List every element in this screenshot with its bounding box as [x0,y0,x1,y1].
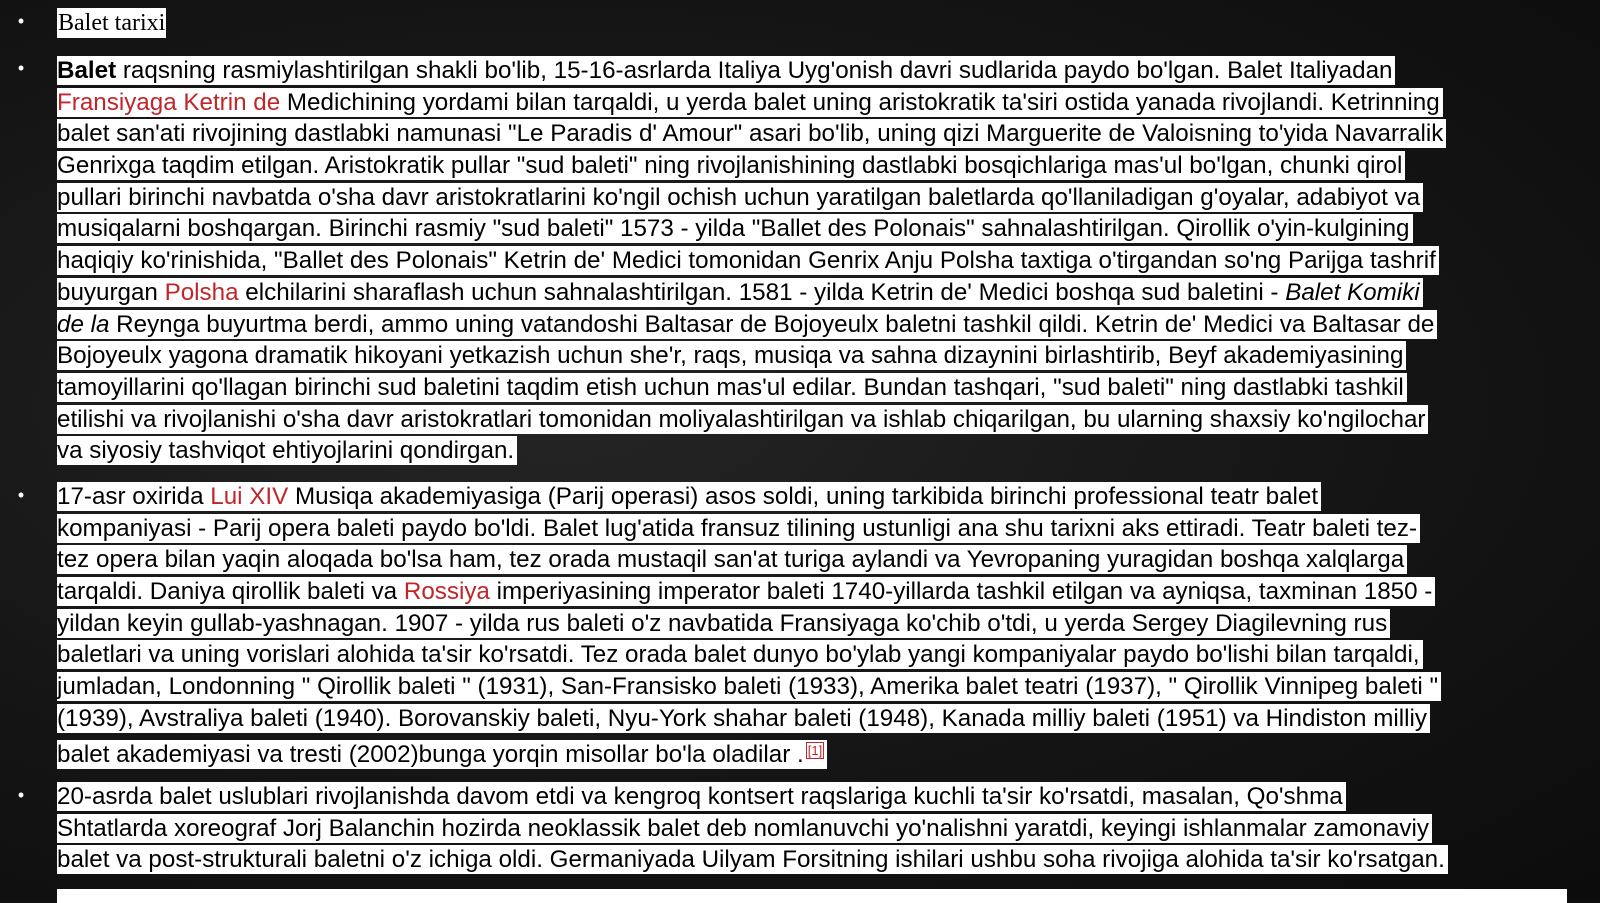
text-line [57,55,1597,87]
link-polsha[interactable]: Polsha [164,278,239,306]
slide-title: Balet tarixi [58,10,166,36]
text-line: Shtatlarda xoreograf Jorj Balanchin hozirda neoklassik balet deb nomlanuvchi yo'nalishni yaratdi, keyingi ishlanmalar zamonaviy [57,813,1597,845]
text-line: 20-asrda balet uslublari rivojlanishda davom etdi va kengroq kontsert raqslariga kuchli ta'sir ko'rsatdi, masalan, Qo'shma [57,781,1597,813]
link-lui-xiv[interactable]: Lui XIV [210,483,289,510]
text-line: balet va post-strukturali baletni o'z ichiga oldi. Germaniyada Uilyam Forsitning ishilari ushbu soha rivojiga alohida ta'sir ko'rsatgan. [57,844,1597,876]
text-line: tez opera bilan yaqin aloqada bo'lsa ham, tez orada mustaqil san'at turiga aylandi va Yevropaning yuragidan boshqa xalqlarga [57,544,1597,576]
text-span: buyurgan [57,278,165,306]
term-balet: Balet [57,57,117,84]
bullet-title: • [17,11,25,31]
text-line: pullari birinchi navbatda o'sha davr aristokratlarini ko'ngil ochish uchun yaratilgan baletlarda qo'llaniladigan g'oyalar, adabiyot va [57,182,1597,214]
italic-title: Balet Komiki [1285,278,1420,306]
text-line [57,481,1597,513]
bullet-paragraph-1: • [17,58,25,78]
text-span: balet akademiyasi va tresti (2002)bunga yorqin misollar bo'la oladilar . [57,740,804,768]
cutoff-paragraph-strip [57,889,1567,903]
text-line: jumladan, Londonning " Qirollik baleti " (1931), San-Fransisko baleti (1933), Amerika balet teatri (1937), " Qirollik Vinnipeg baleti " [57,671,1597,703]
paragraph-2 [57,481,1597,766]
text-line: kompaniyasi - Parij opera baleti paydo bo'ldi. Balet lug'atida fransuz tilining ustunligi ana shu tarixni aks ettiradi. Teatr baleti tez- [57,513,1597,545]
text-span: tarqaldi. Daniya qirollik baleti va [57,578,404,606]
text-span: Medichining yordami bilan tarqaldi, u yerda balet uning aristokratik ta'siri ostida yanada rivojlandi. Ketrinning [280,88,1440,116]
text-span: 17-asr oxirida [57,483,211,510]
text-line: haqiqiy ko'rinishida, "Ballet des Polonais" Ketrin de' Medici tomonidan Genrix Anju Polsha taxtiga o'tirgandan so'ng Parijga tashrif [57,245,1597,277]
text-line [57,277,1597,309]
text-line: yildan keyin gullab-yashnagan. 1907 - yilda rus baleti o'z navbatida Fransiyaga ko'chib o'tdi, u yerda Sergey Diagilevning rus [57,608,1597,640]
paragraph-1 [57,55,1597,467]
text-line [57,309,1597,341]
text-line [57,576,1597,608]
bullet-paragraph-2: • [17,485,25,505]
text-span: raqsning rasmiylashtirilgan shakli bo'lib, 15-16-asrlarda Italiya Uyg'onish davri sudlarida paydo bo'lgan. Balet Italiyadan [116,57,1393,84]
text-line: tamoyillarini qo'llagan birinchi sud baletini taqdim etish uchun mas'ul edilar. Bundan tashqari, "sud baleti" ning dastlabki tashkil [57,372,1597,404]
text-line: baletlari va uning vorislari alohida ta'sir ko'rsatdi. Tez orada balet dunyo bo'ylab yangi kompaniyalar paydo bo'lishi bilan tarqaldi, [57,639,1597,671]
text-line [57,735,1597,767]
italic-title: de la [57,310,110,338]
text-span: Reynga buyurtma berdi, ammo uning vatandoshi Baltasar de Bojoyeulx baletni tashkil qildi. Ketrin de' Medici va Baltasar de [109,310,1435,338]
text-span: imperiyasining imperator baleti 1740-yillarda tashkil etilgan va ayniqsa, taxminan 1850 - [489,578,1433,606]
text-line: (1939), Avstraliya baleti (1940). Borovanskiy baleti, Nyu-York shahar baleti (1948), Kanada milliy baleti (1951) va Hindiston milliy [57,703,1597,735]
link-rossiya[interactable]: Rossiya [403,578,490,606]
text-span: Musiqa akademiyasiga (Parij operasi) asos soldi, uning tarkibida birinchi professional teatr balet [288,483,1319,510]
text-line: etilishi va rivojlanishi o'sha davr aristokratlari tomonidan moliyalashtirilgan va ishlab chiqarilgan, bu ularning shaxsiy ko'ngilochar [57,404,1597,436]
paragraph-3 [57,781,1597,876]
footnote-link[interactable]: [1] [807,742,823,758]
text-line: Genrixga taqdim etilgan. Aristokratik pullar "sud baleti" ning rivojlanishining dastlabki bosqichlariga mas'ul bo'lgan, chunki qirol [57,150,1597,182]
text-line [57,87,1597,119]
text-line: va siyosiy tashviqot ehtiyojlarini qondirgan. [57,435,1597,467]
text-line: Bojoyeulx yagona dramatik hikoyani yetkazish uchun she'r, raqs, musiqa va sahna dizaynini birlashtirib, Beyf akademiyasining [57,340,1597,372]
text-line: balet san'ati rivojining dastlabki namunasi "Le Paradis d' Amour" asari bo'lib, uning qizi Marguerite de Valoisning to'yida Navarralik [57,118,1597,150]
text-span: elchilarini sharaflash uchun sahnalashtirilgan. 1581 - yilda Ketrin de' Medici boshqa sud baletini - [238,278,1286,306]
text-line: musiqalarni boshqargan. Birinchi rasmiy "sud baleti" 1573 - yilda "Ballet des Polonais" sahnalashtirilgan. Qirollik o'yin-kulgining [57,213,1597,245]
bullet-paragraph-3: • [17,785,25,805]
link-fransiyaga-ketrin-de[interactable]: Fransiyaga Ketrin de [57,88,281,116]
